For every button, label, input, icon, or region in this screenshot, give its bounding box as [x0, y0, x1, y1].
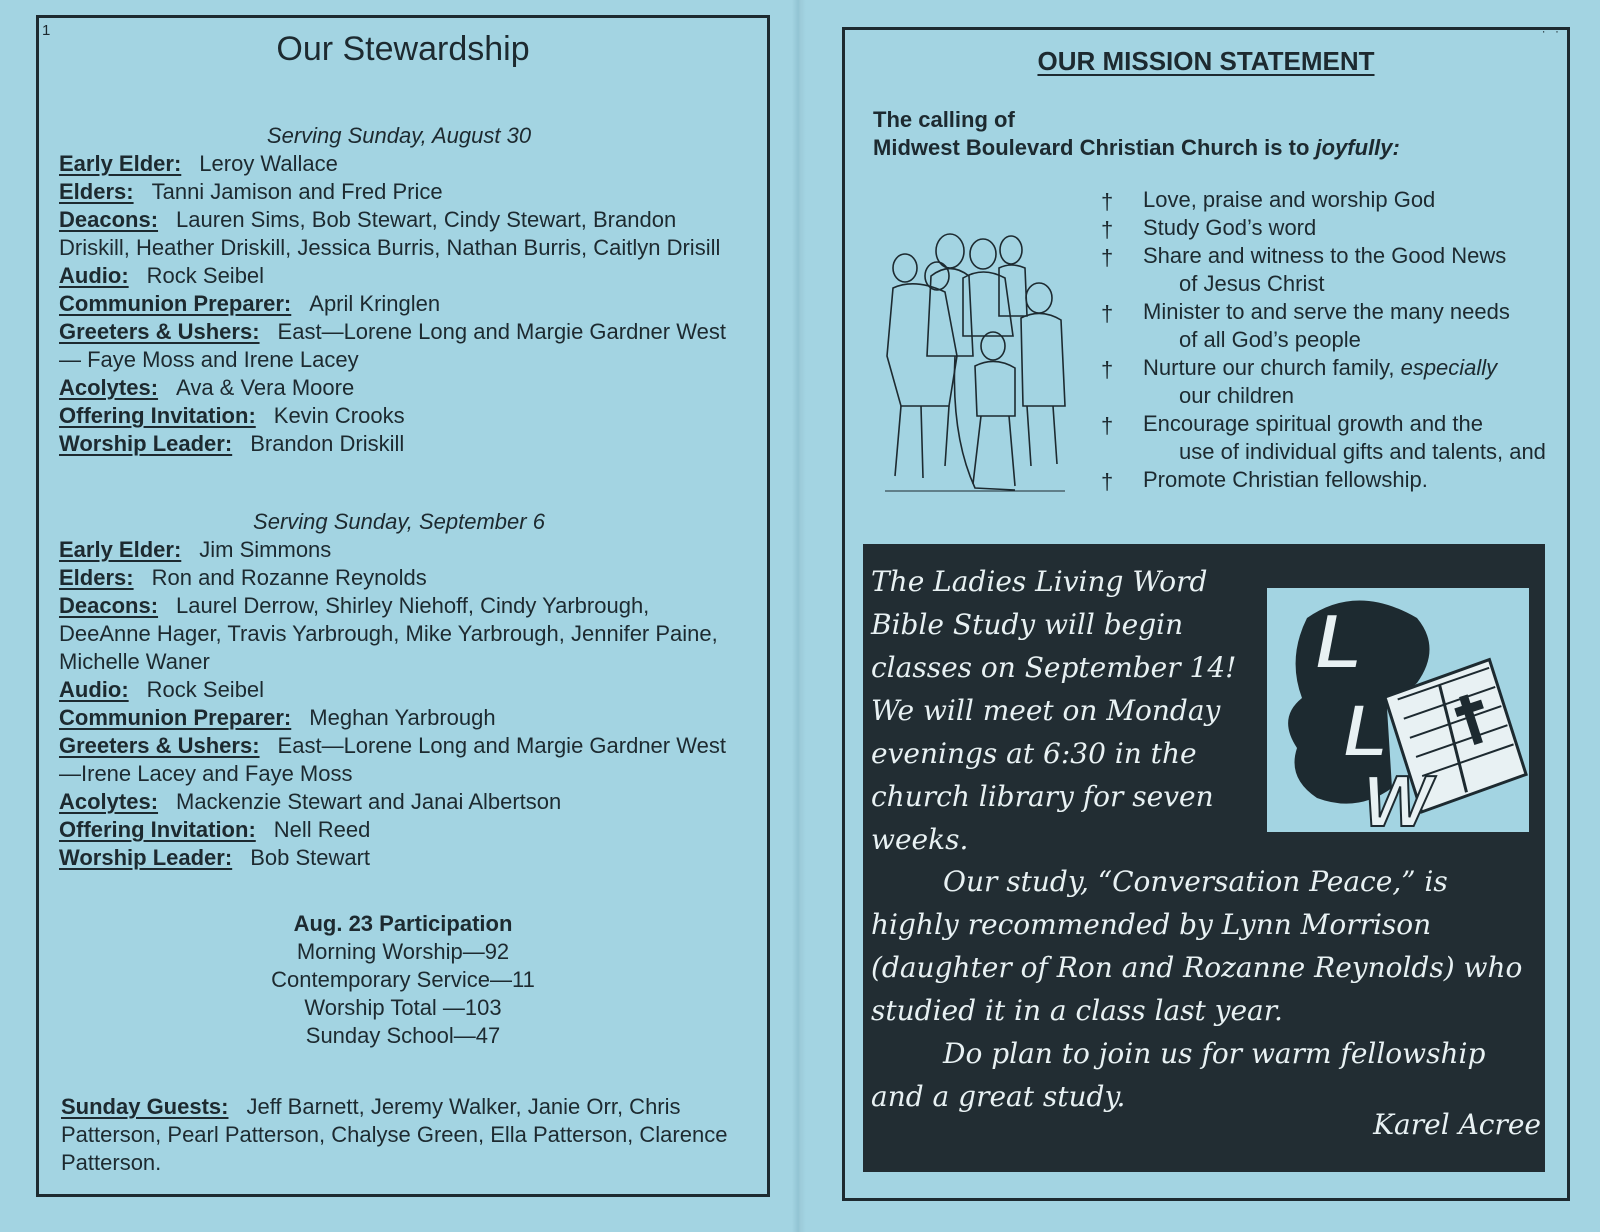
mission-item-text: Study God’s word [1143, 215, 1317, 240]
mission-item-emphasis: especially [1400, 355, 1498, 380]
page-fold [792, 0, 806, 1232]
participation-line: Contemporary Service—11 [271, 967, 535, 992]
mission-item-continuation: use of individual gifts and talents, and [1179, 439, 1546, 464]
logo-letter: W [1363, 762, 1431, 832]
announcement-line: classes on September 14! [871, 651, 1237, 684]
duty-row [59, 788, 739, 816]
announcement-paragraph: Do plan to join us for warm fellowship and a great study. [871, 1037, 1486, 1113]
duty-role: Offering Invitation: [59, 817, 256, 842]
duty-role: Early Elder: [59, 151, 182, 176]
children-illustration [865, 206, 1075, 496]
duty-role: Worship Leader: [59, 845, 233, 870]
duty-role: Deacons: [59, 207, 159, 232]
duty-names: Rock Seibel [146, 263, 265, 288]
mission-item-continuation: of all God’s people [1179, 327, 1361, 352]
stewardship-panel [36, 15, 770, 1197]
mission-item-text: Nurture our church family, [1143, 355, 1395, 380]
cross-icon: † [1101, 189, 1114, 214]
calling-line: Midwest Boulevard Christian Church is to [873, 135, 1316, 160]
mission-item [1101, 466, 1561, 494]
duty-row [59, 402, 739, 430]
participation-line: Morning Worship—92 [296, 939, 510, 964]
announcement-intro [871, 560, 1261, 861]
duty-names: Leroy Wallace [199, 151, 338, 176]
cross-icon: † [1101, 469, 1114, 494]
participation-line: Sunday School—47 [305, 1023, 501, 1048]
duty-names: Rock Seibel [146, 677, 265, 702]
mission-item-text: Promote Christian fellowship. [1143, 467, 1428, 492]
duty-row [59, 430, 739, 458]
duty-names: April Kringlen [309, 291, 441, 316]
duty-row [59, 150, 739, 178]
duty-role: Offering Invitation: [59, 403, 256, 428]
duty-role: Greeters & Ushers: [59, 733, 260, 758]
guests-label: Sunday Guests: [61, 1094, 229, 1119]
duty-names: Meghan Yarbrough [309, 705, 496, 730]
duty-row [59, 318, 739, 374]
duty-names: Jim Simmons [199, 537, 332, 562]
duty-names: Lauren Sims, Bob Stewart, Cindy Stewart, Brandon Driskill, Heather Driskill, Jessica Burris, Nathan Burris, Caitlyn Drisill [59, 207, 721, 260]
duty-names: East—Lorene Long and Margie Gardner West— Faye Moss and Irene Lacey [59, 319, 726, 372]
duty-names: Mackenzie Stewart and Janai Albertson [176, 789, 562, 814]
duty-row [59, 564, 739, 592]
mission-item [1101, 214, 1561, 242]
duty-role: Acolytes: [59, 789, 159, 814]
calling-emphasis: joyfully: [1315, 135, 1400, 160]
duty-names: Ron and Rozanne Reynolds [151, 565, 427, 590]
duty-row [59, 262, 739, 290]
duty-role: Early Elder: [59, 537, 182, 562]
page-number: 1 [42, 22, 51, 39]
mission-item-text: Love, praise and worship God [1143, 187, 1436, 212]
duty-row [59, 536, 739, 564]
announcement-line: Bible Study will begin [871, 608, 1184, 641]
duty-role: Audio: [59, 677, 129, 702]
serving-section-aug30 [59, 122, 739, 458]
participation-title: Aug. 23 Participation [293, 911, 513, 936]
serving-section-sep6 [59, 508, 739, 872]
mission-item [1101, 410, 1561, 466]
mission-item-text: Encourage spiritual growth and the [1143, 411, 1483, 436]
cross-icon: † [1101, 301, 1114, 326]
duty-names: Bob Stewart [250, 845, 371, 870]
cross-icon: † [1101, 357, 1114, 382]
duty-names: East—Lorene Long and Margie Gardner West—Irene Lacey and Faye Moss [59, 733, 726, 786]
guests-names: Jeff Barnett, Jeremy Walker, Janie Orr, Chris Patterson, Pearl Patterson, Chalyse Green, Ella Patterson, Clarence Patterson. [61, 1094, 728, 1175]
duty-row [59, 290, 739, 318]
announcement-paragraph: Our study, “Conversation Peace,” is highly recommended by Lynn Morrison (daughter of Ron and Rozanne Reynolds) who studied it in a class last year. [871, 865, 1523, 1027]
duty-row [59, 732, 739, 788]
duty-names: Brandon Driskill [250, 431, 405, 456]
duty-row [59, 704, 739, 732]
duty-names: Ava & Vera Moore [176, 375, 355, 400]
duty-names: Kevin Crooks [273, 403, 405, 428]
calling-line: The calling of [873, 107, 1015, 132]
mission-panel [842, 27, 1570, 1201]
duty-role: Greeters & Ushers: [59, 319, 260, 344]
participation-summary [39, 910, 767, 1050]
corner-dots: · · [1541, 24, 1562, 38]
mission-item [1101, 186, 1561, 214]
stewardship-title: Our Stewardship [276, 30, 530, 68]
mission-item-continuation: our children [1179, 383, 1294, 408]
duty-role: Worship Leader: [59, 431, 233, 456]
duty-names: Laurel Derrow, Shirley Niehoff, Cindy Yarbrough, DeeAnne Hager, Travis Yarbrough, Mike Yarbrough, Jennifer Paine, Michelle Waner [59, 593, 718, 674]
sunday-guests [61, 1093, 741, 1177]
duty-row [59, 206, 739, 262]
logo-letter: L [1343, 689, 1389, 772]
duty-row [59, 676, 739, 704]
serving-heading: Serving Sunday, August 30 [266, 123, 532, 148]
duty-role: Communion Preparer: [59, 291, 292, 316]
duty-names: Tanni Jamison and Fred Price [151, 179, 443, 204]
duty-role: Audio: [59, 263, 129, 288]
announcement-line: weeks. [871, 823, 969, 856]
mission-item-continuation: of Jesus Christ [1179, 271, 1325, 296]
announcement-line: We will meet on Monday [871, 694, 1221, 727]
duty-row [59, 374, 739, 402]
participation-line: Worship Total —103 [304, 995, 502, 1020]
logo-letter: L [1315, 597, 1363, 685]
duty-names: Nell Reed [273, 817, 371, 842]
duty-role: Communion Preparer: [59, 705, 292, 730]
mission-item-text: Minister to and serve the many needs [1143, 299, 1510, 324]
announcement-line: church library for seven [871, 780, 1214, 813]
signature: Karel Acree [1373, 1108, 1541, 1141]
bible-study-announcement [863, 544, 1545, 1172]
cross-icon: † [1101, 245, 1114, 270]
duty-row [59, 592, 739, 676]
duty-role: Deacons: [59, 593, 159, 618]
mission-item [1101, 242, 1561, 298]
cross-icon: † [1101, 217, 1114, 242]
mission-item-text: Share and witness to the Good News [1143, 243, 1507, 268]
duty-row [59, 844, 739, 872]
calling-statement [873, 106, 1400, 162]
duty-role: Elders: [59, 179, 134, 204]
llw-logo-graphic [1267, 588, 1529, 832]
announcement-line: evenings at 6:30 in the [871, 737, 1197, 770]
mission-item [1101, 298, 1561, 354]
mission-item [1101, 354, 1561, 410]
llw-logo [1267, 588, 1529, 832]
duty-role: Acolytes: [59, 375, 159, 400]
mission-title: OUR MISSION STATEMENT [1037, 46, 1375, 76]
duty-row [59, 816, 739, 844]
duty-row [59, 178, 739, 206]
duty-role: Elders: [59, 565, 134, 590]
mission-list [1101, 186, 1561, 494]
cross-icon: † [1101, 413, 1114, 438]
announcement-line: The Ladies Living Word [871, 565, 1208, 598]
serving-heading: Serving Sunday, September 6 [253, 509, 545, 534]
